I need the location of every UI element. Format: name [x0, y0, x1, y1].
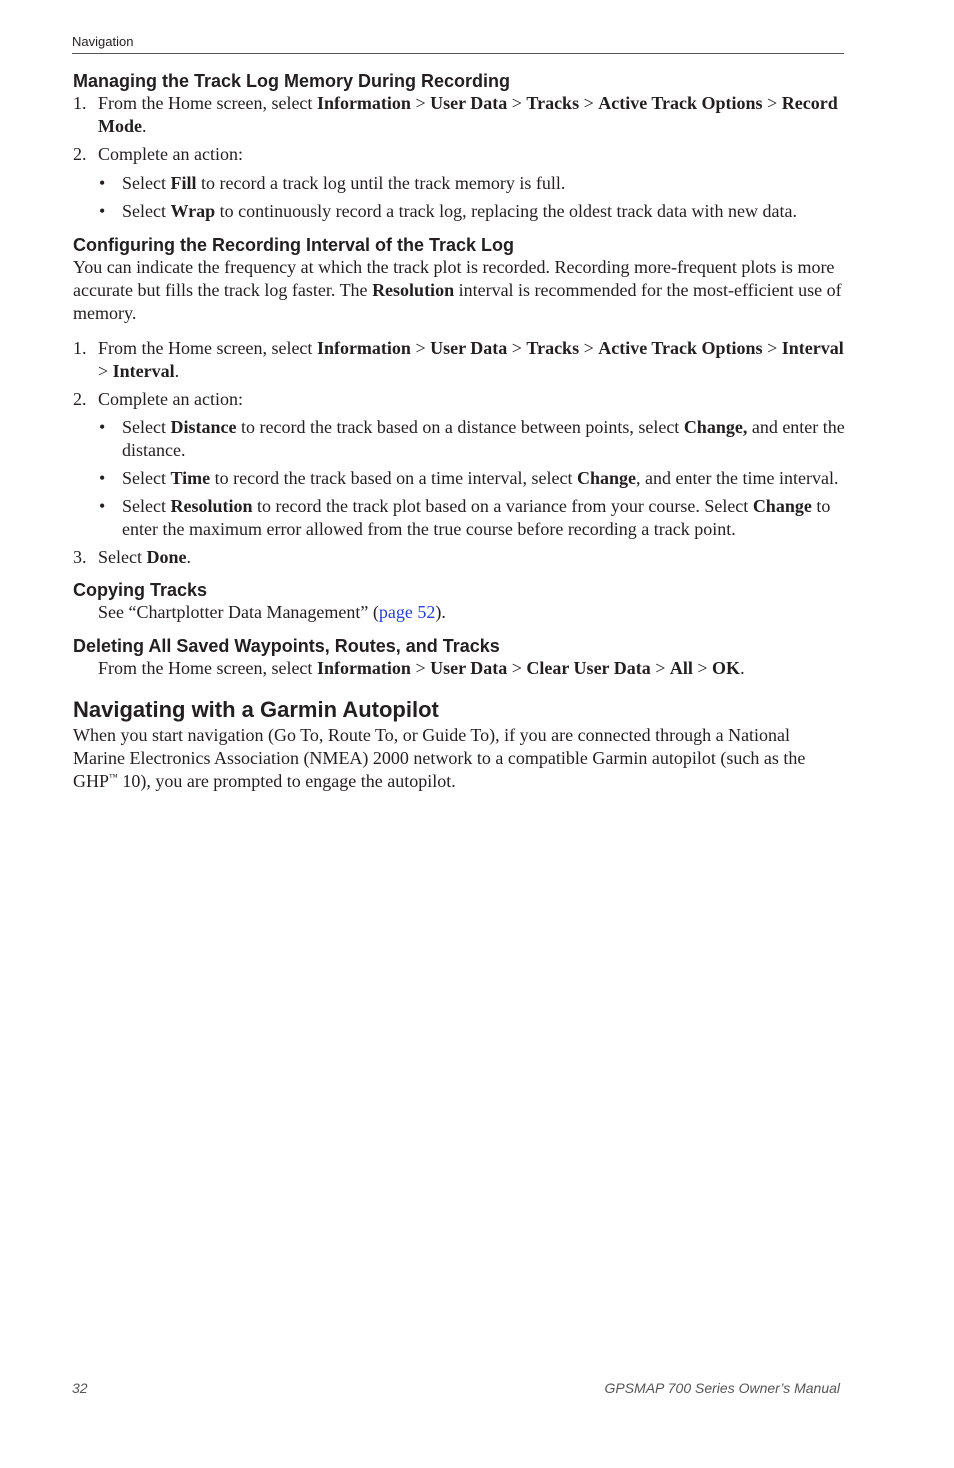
- step-3-done: 3. Select Done.: [73, 547, 191, 567]
- step-number: 3.: [73, 547, 87, 567]
- step-number: 2.: [73, 389, 87, 409]
- section-heading-track-log-memory: Managing the Track Log Memory During Recording: [73, 71, 511, 91]
- bullet-icon: •: [99, 496, 106, 516]
- autopilot-paragraph: When you start navigation (Go To, Route To, or Guide To), if you are connected through a National Marine Electronics Association (NMEA) 2000 network to a compatible Garmin autopilot (such as the GHP™ 10), you are prompted to engage the autopilot.: [73, 725, 806, 791]
- section-heading-recording-interval: Configuring the Recording Interval of the Track Log: [73, 235, 515, 255]
- header-rule: [72, 53, 844, 54]
- bullet-icon: •: [99, 417, 106, 437]
- section-heading-delete-all: Deleting All Saved Waypoints, Routes, and Tracks: [73, 636, 500, 656]
- step-number: 1.: [73, 93, 87, 113]
- step-number: 1.: [73, 338, 87, 358]
- bullet-fill: • Select Fill to record a track log until the track memory is full.: [99, 173, 566, 193]
- bullet-time: • Select Time to record the track based on a time interval, select Change, and enter the time interval.: [99, 468, 839, 488]
- bullet-icon: •: [99, 468, 106, 488]
- copying-tracks-text: See “Chartplotter Data Management” (page 52).: [98, 602, 446, 622]
- page-number: 32: [72, 1380, 88, 1396]
- running-header: Navigation: [72, 34, 134, 49]
- step-1-record-mode: 1. From the Home screen, select Information > User Data > Tracks > Active Track Options > Record Mode.: [73, 93, 838, 136]
- bullet-distance: • Select Distance to record the track based on a distance between points, select Change, and enter the distance.: [99, 417, 845, 460]
- intro-paragraph: You can indicate the frequency at which the track plot is recorded. Recording more-frequent plots is more accurate but fills the track log faster. The Resolution interval is recommended for the most-efficient use of memory.: [73, 257, 842, 323]
- bullet-icon: •: [99, 201, 106, 221]
- section-heading-autopilot: Navigating with a Garmin Autopilot: [73, 697, 439, 722]
- page-link[interactable]: page 52: [378, 602, 436, 622]
- step-2-complete-action: 2. Complete an action:: [73, 389, 243, 409]
- manual-title: GPSMAP 700 Series Owner’s Manual: [604, 1380, 840, 1396]
- page-content: [73, 70, 845, 793]
- delete-all-text: From the Home screen, select Information > User Data > Clear User Data > All > OK.: [98, 658, 745, 678]
- step-number: 2.: [73, 144, 87, 164]
- bullet-wrap: • Select Wrap to continuously record a track log, replacing the oldest track data with new data.: [99, 201, 797, 221]
- bullet-icon: •: [99, 173, 106, 193]
- step-2-complete-action: 2. Complete an action:: [73, 144, 243, 164]
- section-heading-copying-tracks: Copying Tracks: [73, 580, 208, 600]
- bullet-resolution: • Select Resolution to record the track plot based on a variance from your course. Select Change to enter the maximum error allowed from the true course before recording a track point.: [99, 496, 831, 539]
- step-1-interval: 1. From the Home screen, select Information > User Data > Tracks > Active Track Options > Interval > Interval.: [73, 338, 844, 381]
- trademark-symbol: ™: [109, 772, 118, 782]
